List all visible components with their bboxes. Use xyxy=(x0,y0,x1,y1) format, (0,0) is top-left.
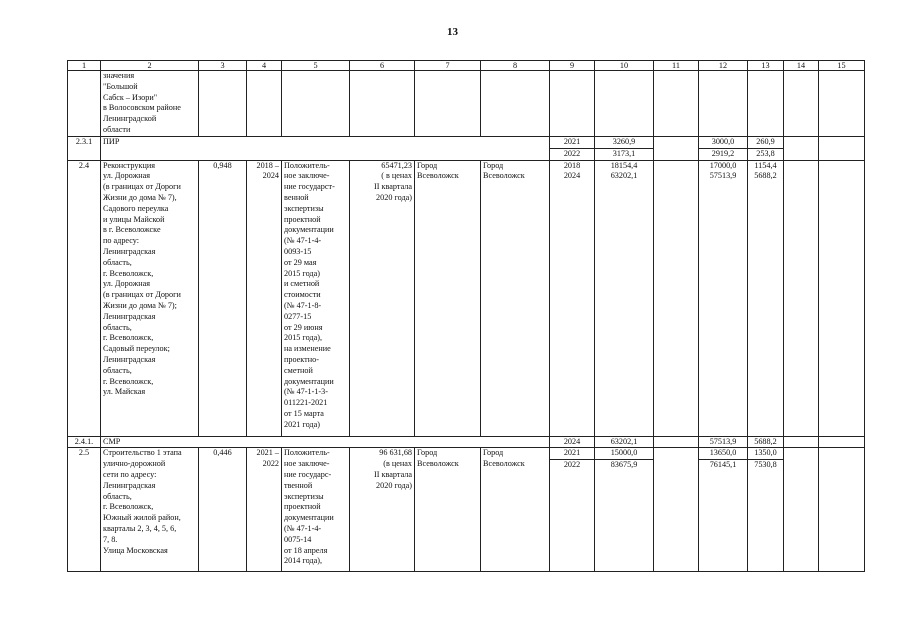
value: 2919,2 xyxy=(699,148,747,160)
value: 3000,0 xyxy=(711,137,735,146)
cell-col12 xyxy=(699,448,748,572)
cell-col10 xyxy=(595,160,654,436)
column-number: 6 xyxy=(350,61,415,71)
cell-col10 xyxy=(595,137,654,161)
value: 3173,1 xyxy=(595,148,653,160)
cell-customer: Город Всеволожск xyxy=(481,448,550,572)
table-row-2-4-1 xyxy=(68,436,865,448)
column-number: 13 xyxy=(748,61,784,71)
page-number: 13 xyxy=(447,26,458,38)
year: 2018 xyxy=(563,160,581,170)
cell-col13 xyxy=(748,448,784,572)
cell-location: Город Всеволожск xyxy=(415,160,481,436)
column-number: 14 xyxy=(784,61,819,71)
value: 1154,4 xyxy=(754,160,777,170)
cell-cost: 65471,23 ( в ценах II квартала 2020 года) xyxy=(350,160,415,436)
year: 2022 xyxy=(550,148,594,160)
table-row-continuation xyxy=(68,71,865,137)
value: 17000,0 xyxy=(709,160,737,170)
column-number: 2 xyxy=(101,61,199,71)
cell-length: 0,948 xyxy=(199,160,247,436)
year: 2024 xyxy=(563,171,581,181)
cell-period: 2021 – 2022 xyxy=(247,448,282,572)
cell-col13 xyxy=(748,137,784,161)
cell-expertise: Положитель- ное заключе- ние государст- венной экспертизы проектной документации (№ 47-1-4- 0093-15 от 29 мая 2015 года) и сметной стоимости (№ 47-1-8- 0277-15 от 29 июня 2015 года), на изменение проектно- сметной документации (№ 47-1-1-3- 011221-2021 от 15 марта 2021 года) xyxy=(282,160,350,436)
cell-num: 2.4 xyxy=(68,160,101,436)
cell-col13: 5688,2 xyxy=(748,436,784,448)
table-row-2-4 xyxy=(68,160,865,436)
cell-years xyxy=(550,137,595,161)
value: 253,8 xyxy=(748,148,783,160)
value: 76145,1 xyxy=(699,459,747,471)
cell-num: 2.5 xyxy=(68,448,101,572)
table-row-2-5 xyxy=(68,448,865,572)
cell-col12 xyxy=(699,160,748,436)
cell-period: 2018 – 2024 xyxy=(247,160,282,436)
cell-location: Город Всеволожск xyxy=(415,448,481,572)
column-number: 10 xyxy=(595,61,654,71)
column-number: 11 xyxy=(654,61,699,71)
column-number: 7 xyxy=(415,61,481,71)
year: 2022 xyxy=(550,459,594,471)
cell-cost: 96 631,68 (в ценах II квартала 2020 года) xyxy=(350,448,415,572)
value: 15000,0 xyxy=(610,448,638,458)
cell-col10 xyxy=(595,448,654,572)
cell-col13 xyxy=(748,160,784,436)
value: 18154,4 xyxy=(610,160,638,170)
cell-num: 2.3.1 xyxy=(68,137,101,161)
cell-object-name: Строительство 1 этапа улично-дорожной сети по адресу: Ленинградская область, г. Всеволожск, Южный жилой район, кварталы 2, 3, 4, 5, 6, 7, 8. Улица Московская xyxy=(101,448,199,572)
cell-object-name: ПИР xyxy=(101,137,550,161)
value: 63202,1 xyxy=(610,171,638,181)
value: 7530,8 xyxy=(748,459,783,471)
cell-num xyxy=(68,71,101,137)
cell-col12: 57513,9 xyxy=(699,436,748,448)
column-number: 8 xyxy=(481,61,550,71)
column-number: 5 xyxy=(282,61,350,71)
value: 13650,0 xyxy=(709,448,737,458)
year: 2021 xyxy=(563,137,581,146)
column-number: 4 xyxy=(247,61,282,71)
cell-num: 2.4.1. xyxy=(68,436,101,448)
cell-object-name: СМР xyxy=(101,436,550,448)
cell-customer: Город Всеволожск xyxy=(481,160,550,436)
program-table xyxy=(67,60,865,572)
table-row-2-3-1 xyxy=(68,137,865,161)
cell-years: 2024 xyxy=(550,436,595,448)
column-number: 12 xyxy=(699,61,748,71)
column-number: 3 xyxy=(199,61,247,71)
value: 1350,0 xyxy=(754,448,777,458)
column-number-row xyxy=(68,61,865,71)
cell-expertise: Положитель- ное заключе- ние государс- твенной экспертизы проектной документации (№ 47-1-4- 0075-14 от 18 апреля 2014 года), xyxy=(282,448,350,572)
value: 57513,9 xyxy=(709,171,737,181)
year: 2021 xyxy=(563,448,581,458)
column-number: 15 xyxy=(819,61,865,71)
value: 3260,9 xyxy=(612,137,636,146)
cell-object-name: значения "Большой Сабск – Изори" в Волосовском районе Ленинградской области xyxy=(101,71,199,137)
cell-years xyxy=(550,448,595,572)
cell-years xyxy=(550,160,595,436)
cell-col12 xyxy=(699,137,748,161)
column-number: 9 xyxy=(550,61,595,71)
value: 5688,2 xyxy=(754,171,777,181)
value: 260,9 xyxy=(756,137,775,146)
cell-length: 0,446 xyxy=(199,448,247,572)
value: 83675,9 xyxy=(595,459,653,471)
cell-col10: 63202,1 xyxy=(595,436,654,448)
cell-object-name: Реконструкция ул. Дорожная (в границах от Дороги Жизни до дома № 7), Садового переулка и улицы Майской в г. Всеволожске по адресу: Ленинградская область, г. Всеволожск, ул. Дорожная (в границах от Дороги Жизни до дома № 7); Ленинградская область, г. Всеволожск, Садовый переулок; Ленинградская область, г. Всеволожск, ул. Майская xyxy=(101,160,199,436)
column-number: 1 xyxy=(68,61,101,71)
